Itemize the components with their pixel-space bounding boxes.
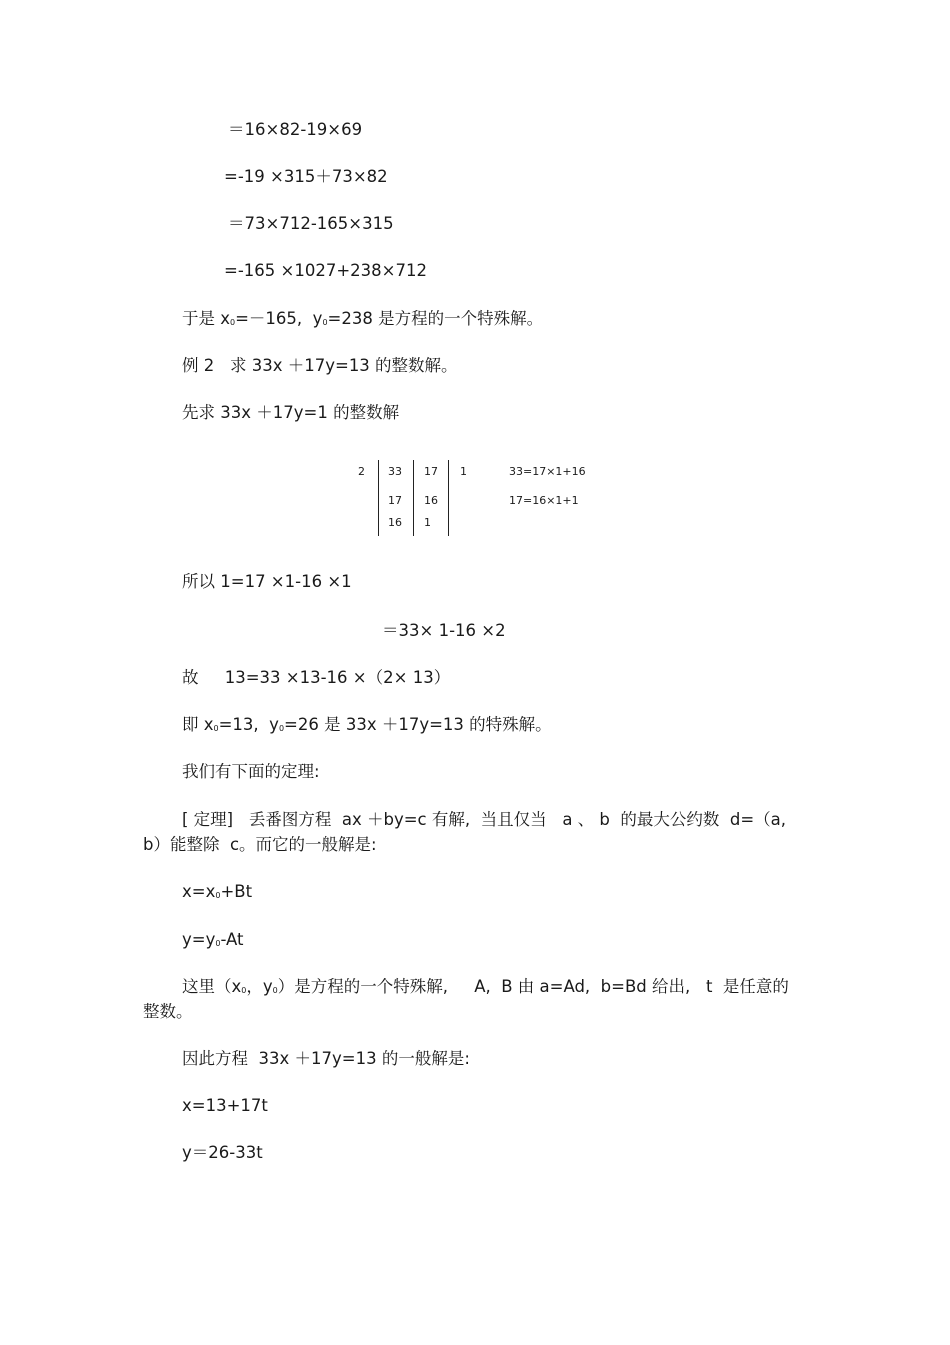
table-divider-right [448, 460, 449, 536]
special-solution-statement: 于是 x0=－165, y0=238 是方程的一个特殊解。 [182, 309, 544, 328]
table-equation-2: 17=16×1+1 [509, 494, 579, 507]
general-solution-intro: 因此方程 33x ＋17y=13 的一般解是: [182, 1049, 470, 1068]
theorem-line-2: b）能整除 c。而它的一般解是: [143, 835, 377, 854]
therefore-continuation: ＝33× 1-16 ×2 [382, 621, 506, 640]
equation-line-3: ＝73×712-165×315 [228, 214, 394, 233]
equation-line-2: =-19 ×315＋73×82 [224, 167, 388, 186]
hence-line: 故 13=33 ×13-16 ×（2× 13） [182, 668, 451, 687]
table-divider-left [378, 460, 379, 536]
table-cell-r1b: 17 [424, 465, 438, 478]
first-solve-line: 先求 33x ＋17y=1 的整数解 [182, 403, 400, 422]
table-equation-1: 33=17×1+16 [509, 465, 586, 478]
equation-line-4: =-165 ×1027+238×712 [224, 261, 427, 280]
table-cell-r3b: 1 [424, 516, 431, 529]
table-cell-r1a: 33 [388, 465, 402, 478]
explanation-line-1: 这里（x0，y0）是方程的一个特殊解, A, B 由 a=Ad, b=Bd 给出, t 是任意的 [182, 977, 789, 996]
general-y-formula: y=y0-At [182, 930, 244, 949]
therefore-line: 所以 1=17 ×1-16 ×1 [182, 572, 352, 591]
table-cell-r2a: 17 [388, 494, 402, 507]
general-x-formula: x=x0+Bt [182, 882, 253, 901]
solution-y: y＝26-33t [182, 1143, 263, 1162]
table-quotient-2: 1 [460, 465, 467, 478]
table-cell-r2b: 16 [424, 494, 438, 507]
solution-x: x=13+17t [182, 1096, 268, 1115]
explanation-line-2: 整数。 [143, 1002, 193, 1021]
equation-line-1: ＝16×82-19×69 [228, 120, 363, 139]
table-divider-middle [413, 460, 414, 536]
example-2-heading: 例 2 求 33x ＋17y=13 的整数解。 [182, 356, 458, 375]
table-quotient-1: 2 [358, 465, 365, 478]
theorem-intro: 我们有下面的定理: [182, 762, 320, 781]
special-solution-statement-2: 即 x0=13, y0=26 是 33x ＋17y=13 的特殊解。 [182, 715, 552, 734]
table-cell-r3a: 16 [388, 516, 402, 529]
theorem-line-1: [ 定理] 丢番图方程 ax ＋by=c 有解, 当且仅当 a 、 b 的最大公约数 d=（a, [182, 810, 787, 829]
